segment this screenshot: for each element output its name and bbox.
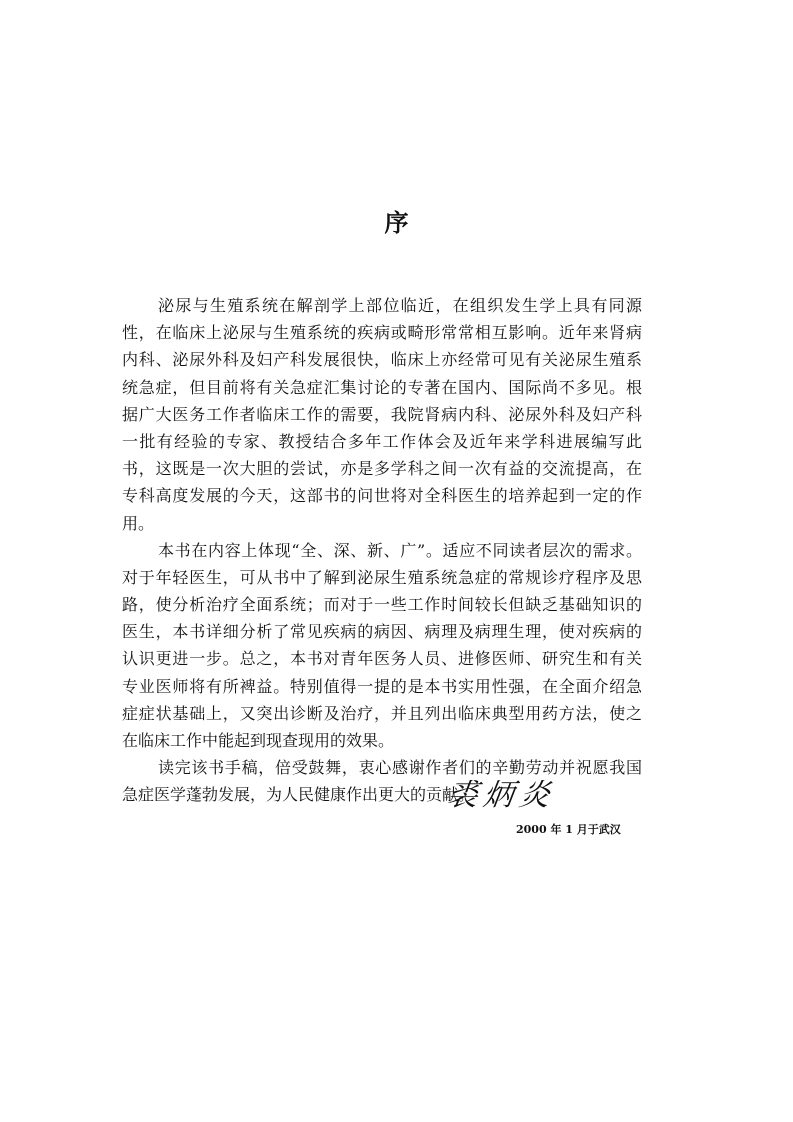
- text-line: 据广大医务工作者临床工作的需要，我院肾病内科、泌尿外科及妇产科: [122, 404, 642, 424]
- text-line: 统急症，但目前将有关急症汇集讨论的专著在国内、国际尚不多见。根: [122, 377, 642, 397]
- text-line: 专科高度发展的今天，这部书的问世将对全科医生的培养起到一定的作: [122, 486, 642, 506]
- text-line: 读完该书手稿，倍受鼓舞，衷心感谢作者们的辛勤劳动并祝愿我国: [158, 758, 642, 778]
- text-line: 认识更进一步。总之，本书对青年医务人员、进修医师、研究生和有关: [122, 649, 642, 669]
- paragraph-3: [122, 754, 642, 808]
- paragraph-1: [122, 292, 642, 537]
- text-line: 书，这既是一次大胆的尝试，亦是多学科之间一次有益的交流提高，在: [122, 459, 642, 479]
- text-line: 一批有经验的专家、教授结合多年工作体会及近年来学科进展编写此: [122, 431, 642, 451]
- text-line: 内科、泌尿外科及妇产科发展很快，临床上亦经常可见有关泌尿生殖系: [122, 350, 642, 370]
- paragraph-2: [122, 537, 642, 755]
- text-line: 症症状基础上，又突出诊断及治疗，并且列出临床典型用药方法，使之: [122, 703, 642, 723]
- page-title: 序: [384, 208, 409, 237]
- text-line: 本书在内容上体现“全、深、新、广”。适应不同读者层次的需求。: [158, 540, 642, 560]
- text-line: 路，使分析治疗全面系统；而对于一些工作时间较长但缺乏基础知识的: [122, 595, 642, 615]
- text-line: 医生，本书详细分析了常见疾病的病因、病理及病理生理，使对疾病的: [122, 622, 642, 642]
- text-line: 泌尿与生殖系统在解剖学上部位临近，在组织发生学上具有同源: [158, 296, 642, 315]
- date-place: 2000 年 1 月于武汉: [516, 823, 621, 836]
- text-line: 用。: [122, 513, 155, 533]
- text-line: 对于年轻医生，可从书中了解到泌尿生殖系统急症的常规诊疗程序及思: [122, 567, 642, 587]
- preface-body: [122, 292, 642, 809]
- text-line: 性，在临床上泌尿与生殖系统的疾病或畸形常常相互影响。近年来肾病: [122, 323, 642, 343]
- handwritten-signature: 裘炳炎: [445, 778, 558, 813]
- text-line: 专业医师将有所裨益。特别值得一提的是本书实用性强，在全面介绍急: [122, 676, 642, 696]
- text-line: 急症医学蓬勃发展，为人民健康作出更大的贡献。: [122, 785, 475, 805]
- text-line: 在临床工作中能起到现查现用的效果。: [122, 731, 395, 750]
